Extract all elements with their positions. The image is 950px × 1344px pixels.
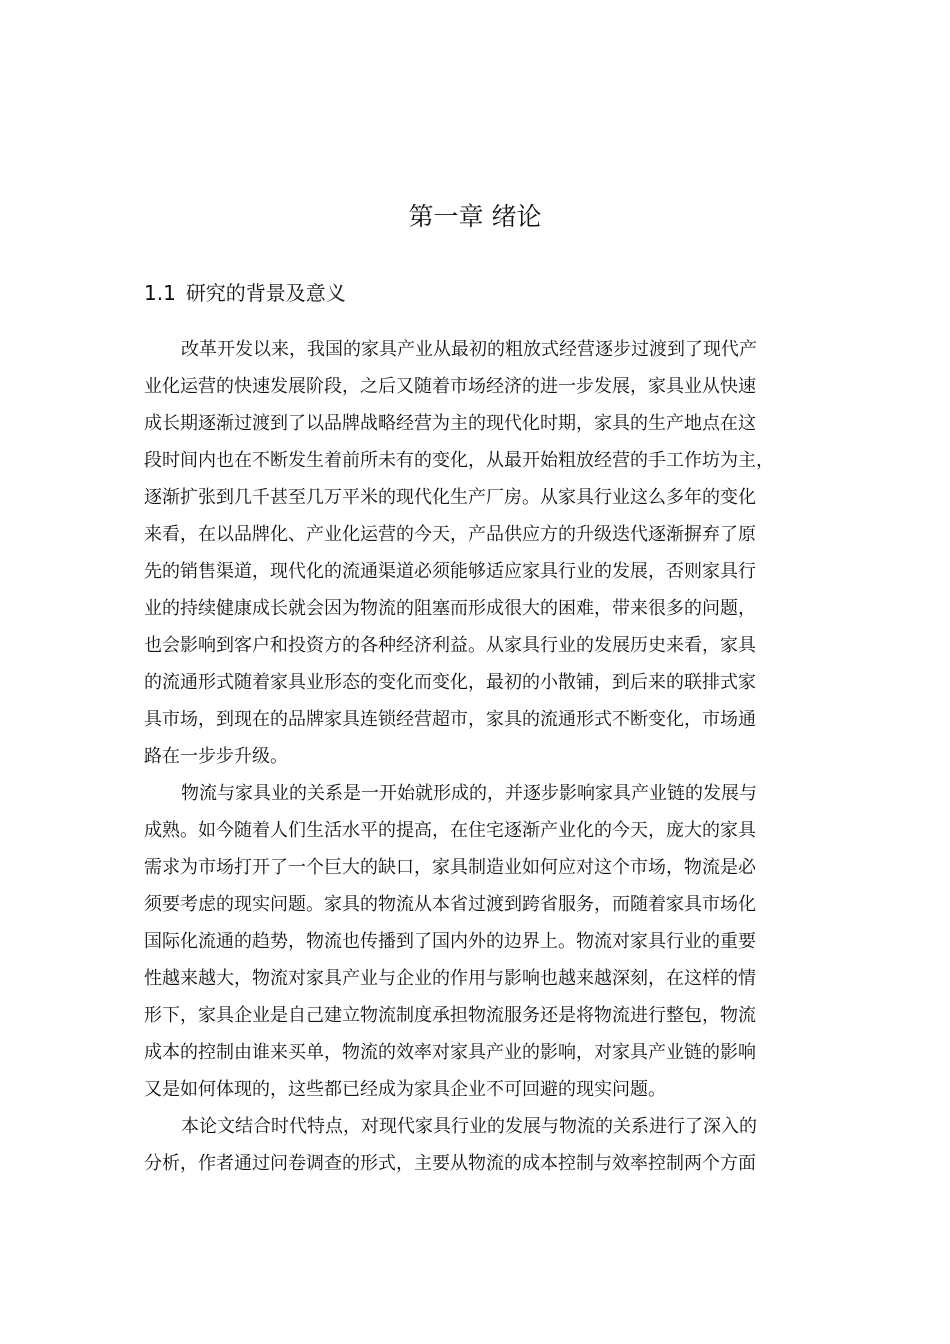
section-heading	[144, 277, 346, 309]
text-line: 又是如何体现的，这些都已经成为家具企业不可回避的现实问题。	[144, 1079, 666, 1100]
text-line: 路在一步步升级。	[144, 746, 288, 767]
paragraph-1	[144, 331, 824, 775]
text-line: 形下，家具企业是自己建立物流制度承担物流服务还是将物流进行整包，物流	[144, 1005, 756, 1026]
text-line: 国际化流通的趋势，物流也传播到了国内外的边界上。物流对家具行业的重要	[144, 931, 756, 952]
text-line: 业的持续健康成长就会因为物流的阻塞而形成很大的困难，带来很多的问题，	[144, 598, 756, 619]
text-line: 物流与家具业的关系是一开始就形成的，并逐步影响家具产业链的发展与	[181, 783, 757, 804]
text-line: 业化运营的快速发展阶段，之后又随着市场经济的进一步发展，家具业从快速	[144, 376, 756, 397]
text-line: 成本的控制由谁来买单，物流的效率对家具产业的影响，对家具产业链的影响	[144, 1042, 756, 1063]
chapter-title: 第一章 绪论	[408, 202, 542, 231]
text-line: 性越来越大，物流对家具产业与企业的作用与影响也越来越深刻，在这样的情	[144, 968, 756, 989]
text-line: 须要考虑的现实问题。家具的物流从本省过渡到跨省服务，而随着家具市场化	[144, 894, 756, 915]
text-line: 改革开发以来，我国的家具产业从最初的粗放式经营逐步过渡到了现代产	[181, 339, 757, 360]
section-title-text: 研究的背景及意义	[185, 281, 346, 305]
text-line: 先的销售渠道，现代化的流通渠道必须能够适应家具行业的发展，否则家具行	[144, 561, 756, 582]
text-line: 成长期逐渐过渡到了以品牌战略经营为主的现代化时期，家具的生产地点在这	[144, 413, 756, 434]
text-line: 分析，作者通过问卷调查的形式，主要从物流的成本控制与效率控制两个方面	[144, 1153, 756, 1174]
text-line: 逐渐扩张到几千甚至几万平米的现代化生产厂房。从家具行业这么多年的变化	[144, 487, 756, 508]
text-line: 需求为市场打开了一个巨大的缺口，家具制造业如何应对这个市场，物流是必	[144, 857, 756, 878]
text-line: 来看，在以品牌化、产业化运营的今天，产品供应方的升级迭代逐渐摒弃了原	[144, 524, 756, 545]
text-line: 也会影响到客户和投资方的各种经济利益。从家具行业的发展历史来看，家具	[144, 635, 756, 656]
paragraph-2	[144, 775, 824, 1108]
body-text	[144, 331, 824, 1182]
text-line: 段时间内也在不断发生着前所未有的变化，从最开始粗放经营的手工作坊为主，	[144, 450, 774, 471]
text-line: 具市场，到现在的品牌家具连锁经营超市，家具的流通形式不断变化，市场通	[144, 709, 756, 730]
text-line: 成熟。如今随着人们生活水平的提高，在住宅逐渐产业化的今天，庞大的家具	[144, 820, 756, 841]
text-line: 的流通形式随着家具业形态的变化而变化，最初的小散铺，到后来的联排式家	[144, 672, 756, 693]
text-line: 本论文结合时代特点，对现代家具行业的发展与物流的关系进行了深入的	[181, 1116, 757, 1137]
section-number: 1.1	[144, 281, 176, 305]
paragraph-3	[144, 1108, 824, 1182]
